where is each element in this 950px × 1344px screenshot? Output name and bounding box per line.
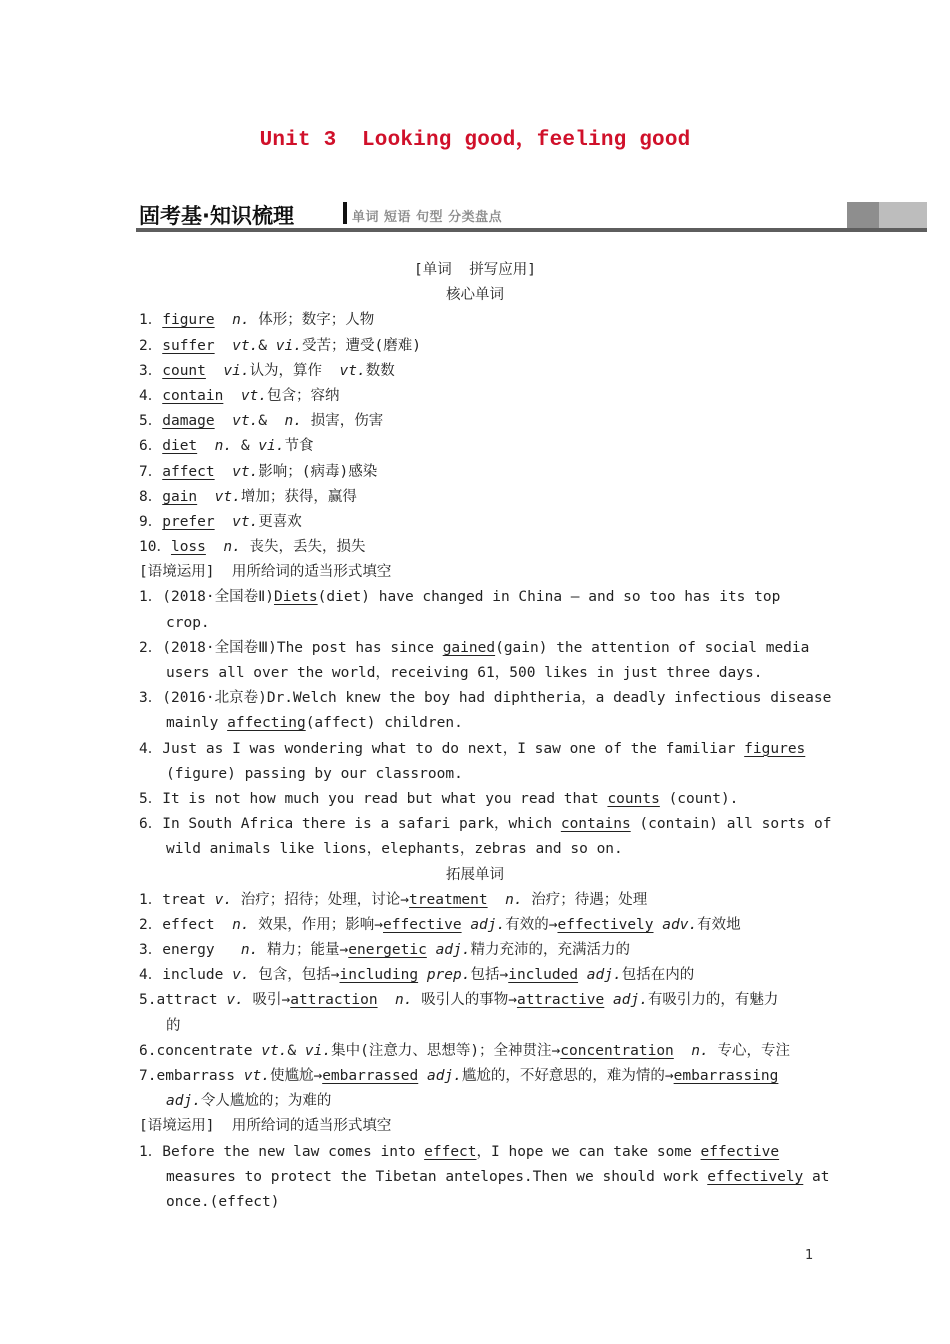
text-run: 精力；能量→ xyxy=(258,942,349,959)
part-of-speech: vt. xyxy=(214,488,241,505)
text-run: 8． xyxy=(139,488,163,505)
part-of-speech: adj. xyxy=(166,1093,201,1110)
text-run xyxy=(215,464,232,480)
text-run: 6.concentrate xyxy=(139,1042,262,1059)
text-run: & xyxy=(258,413,285,430)
text-line xyxy=(139,988,819,1013)
text-run: 使尴尬→ xyxy=(269,1068,323,1084)
text-line xyxy=(139,1190,819,1215)
text-run: 吸引人的事物→ xyxy=(412,992,517,1009)
answer-word: including xyxy=(339,967,419,984)
page-title: Unit 3 Looking good，feeling good xyxy=(259,129,691,152)
text-line xyxy=(139,258,811,283)
part-of-speech: adj. xyxy=(426,1068,462,1084)
text-run: 包含，包括→ xyxy=(249,967,340,984)
text-line xyxy=(139,1140,819,1165)
answer-word: affecting xyxy=(227,715,306,732)
text-run: at xyxy=(803,1168,830,1185)
text-line xyxy=(139,359,819,384)
text-run: 3． xyxy=(139,362,163,379)
text-run: [语境运用] 用所给词的适当形式填空 xyxy=(139,564,392,581)
answer-word: embarrassed xyxy=(322,1068,419,1084)
text-run xyxy=(654,917,663,933)
part-of-speech: n. xyxy=(284,413,302,430)
answer-word: Diets xyxy=(273,589,318,606)
text-line xyxy=(139,636,819,661)
text-run: (diet) have changed in China — and so too has its top xyxy=(317,589,781,606)
answer-word: embarrassing xyxy=(673,1068,779,1084)
part-of-speech: vt. xyxy=(232,413,259,430)
answer-word: attraction xyxy=(290,992,378,1009)
text-run: 有效地 xyxy=(697,916,741,933)
text-run xyxy=(206,539,223,555)
text-run: 治疗；招待；处理，讨论→ xyxy=(232,891,410,908)
answer-word: contain xyxy=(162,387,224,404)
answer-word: effectively xyxy=(707,1168,804,1185)
text-line xyxy=(139,1014,819,1039)
text-run: 包括在内的 xyxy=(621,967,695,984)
text-line xyxy=(139,560,819,585)
part-of-speech: n. xyxy=(505,891,523,908)
text-run: 9． xyxy=(139,513,163,530)
answer-word: contains xyxy=(560,816,631,833)
text-run: (figure) passing by our classroom. xyxy=(166,765,463,782)
text-run: 包括→ xyxy=(470,967,509,984)
text-line xyxy=(139,1114,819,1139)
text-run: 有效的→ xyxy=(505,916,558,933)
text-run: 3．energy xyxy=(139,942,241,959)
answer-word: effective xyxy=(700,1143,780,1160)
text-line xyxy=(139,1064,819,1089)
text-run: wild animals like lions，elephants，zebras and so on. xyxy=(166,841,623,858)
text-line xyxy=(139,963,819,988)
part-of-speech: vi. xyxy=(258,438,285,455)
answer-word: prefer xyxy=(162,513,215,530)
answer-word: effectively xyxy=(557,916,654,933)
text-run: & xyxy=(232,438,259,455)
text-run: 5．It is not how much you read but what you read that xyxy=(139,790,608,807)
part-of-speech: vi. xyxy=(275,337,302,354)
text-run xyxy=(418,1068,427,1084)
answer-word: attractive xyxy=(516,992,605,1009)
part-of-speech: vt. xyxy=(232,337,259,354)
part-of-speech: adj. xyxy=(470,916,506,933)
text-run: users all over the world，receiving 61，500 likes in just three days. xyxy=(166,665,763,681)
part-of-speech: prep. xyxy=(426,967,471,984)
part-of-speech: vt. xyxy=(243,1068,270,1084)
text-line xyxy=(139,888,819,913)
text-line xyxy=(139,737,819,762)
text-run: 1．(2018·全国卷Ⅱ) xyxy=(139,589,274,606)
text-run: 6．In South Africa there is a safari park，which xyxy=(139,816,561,833)
part-of-speech: vi. xyxy=(223,362,250,379)
text-line xyxy=(139,535,819,560)
answer-word: count xyxy=(162,362,206,379)
answer-word: treatment xyxy=(409,891,488,908)
text-line xyxy=(139,686,832,711)
text-run: 7.embarrass xyxy=(139,1068,244,1084)
text-run: measures to protect the Tibetan antelopes.Then we should work xyxy=(166,1168,708,1185)
answer-word: counts xyxy=(607,790,660,807)
answer-word: damage xyxy=(162,413,215,430)
text-run: 10． xyxy=(139,539,171,556)
text-line xyxy=(139,485,819,510)
text-run xyxy=(215,312,232,328)
answer-word: affect xyxy=(162,463,215,480)
text-line xyxy=(139,283,811,308)
part-of-speech: vt. xyxy=(339,362,366,379)
text-line xyxy=(139,510,819,535)
text-run: (gain) the attention of social media xyxy=(495,639,810,656)
part-of-speech: n. xyxy=(232,916,250,933)
answer-word: diet xyxy=(162,438,198,455)
text-run: 体形；数字；人物 xyxy=(249,312,375,329)
text-line xyxy=(139,938,819,963)
answer-word: energetic xyxy=(348,942,427,959)
text-run xyxy=(427,942,436,958)
section-subtitle: 单词 短语 句型 分类盘点 xyxy=(352,210,503,225)
text-run: 受苦；遭受(磨难) xyxy=(301,337,421,354)
text-run xyxy=(197,489,214,505)
part-of-speech: v. xyxy=(214,891,233,908)
text-line xyxy=(139,711,819,736)
part-of-speech: n. xyxy=(214,438,233,455)
text-run: 节食 xyxy=(284,438,314,455)
text-run: 核心单词 xyxy=(446,287,504,304)
banner-block-dark xyxy=(847,202,879,228)
worksheet-body xyxy=(139,258,832,1215)
part-of-speech: vi. xyxy=(304,1042,332,1059)
text-run: 集中(注意力、思想等)；全神贯注→ xyxy=(331,1042,561,1059)
text-run xyxy=(223,388,240,404)
part-of-speech: v. xyxy=(226,992,244,1009)
text-run xyxy=(418,967,427,983)
text-run: 损害，伤害 xyxy=(301,413,384,430)
part-of-speech: adv. xyxy=(662,916,698,933)
text-run: 精力充沛的，充满活力的 xyxy=(470,942,630,959)
text-line xyxy=(139,409,819,434)
banner-block-light xyxy=(879,202,927,228)
text-line xyxy=(139,812,832,837)
text-run: 3．(2016·北京卷)Dr.Welch knew the boy had diphtheria，a deadly infectious disease xyxy=(139,690,832,707)
text-line xyxy=(139,863,811,888)
text-run xyxy=(488,892,505,908)
text-line xyxy=(139,308,819,333)
text-run: 1．Before the new law comes into xyxy=(139,1143,425,1160)
answer-word: effective xyxy=(383,916,462,933)
text-run xyxy=(215,514,232,530)
text-run xyxy=(197,438,214,454)
text-run: 包含；容纳 xyxy=(267,387,340,404)
part-of-speech: adj. xyxy=(435,942,471,959)
text-line xyxy=(139,1089,819,1114)
text-line xyxy=(139,787,819,812)
part-of-speech: vt. xyxy=(232,513,259,530)
text-run xyxy=(215,338,232,354)
heading-divider xyxy=(343,202,347,224)
text-run: 1． xyxy=(139,312,163,329)
text-run: 专心，专注 xyxy=(708,1042,790,1059)
text-run: (contain) all sorts of xyxy=(630,816,832,833)
text-run: 丧失，丢失，损失 xyxy=(240,539,366,556)
text-run: 1．treat xyxy=(139,891,215,908)
text-run: (count). xyxy=(659,790,739,807)
text-line xyxy=(139,434,819,459)
text-run: ，I hope we can take some xyxy=(476,1143,701,1160)
text-run xyxy=(378,992,395,1008)
text-run: 2．effect xyxy=(139,916,233,933)
answer-word: figures xyxy=(744,740,806,757)
part-of-speech: n. xyxy=(691,1042,709,1059)
answer-word: gain xyxy=(162,488,198,505)
text-run: 数数 xyxy=(365,362,395,379)
part-of-speech: adj. xyxy=(613,992,648,1009)
text-run: 有吸引力的，有魅力 xyxy=(647,992,779,1009)
text-run: 4．include xyxy=(139,967,233,984)
part-of-speech: n. xyxy=(232,312,250,329)
part-of-speech: n. xyxy=(395,992,413,1009)
text-run: 的 xyxy=(166,1017,181,1034)
text-run xyxy=(578,967,587,983)
text-run: 影响；(病毒)感染 xyxy=(258,463,378,480)
text-run xyxy=(215,413,232,429)
part-of-speech: vt. xyxy=(261,1042,288,1059)
text-run: [单词 拼写应用] xyxy=(414,262,536,278)
text-run: 7． xyxy=(139,463,163,480)
text-run: crop. xyxy=(166,614,210,631)
text-run: (affect) children. xyxy=(305,715,463,732)
text-line xyxy=(139,837,819,862)
text-run: 效果，作用；影响→ xyxy=(249,916,384,933)
answer-word: included xyxy=(508,967,579,984)
text-run xyxy=(604,992,613,1008)
text-run: 2． xyxy=(139,337,163,354)
text-run: 更喜欢 xyxy=(258,513,302,530)
text-run xyxy=(674,1043,691,1059)
text-run: [语境运用] 用所给词的适当形式填空 xyxy=(139,1118,392,1135)
part-of-speech: vt. xyxy=(240,387,268,404)
text-run: 认为，算作 xyxy=(249,362,340,379)
answer-word: concentration xyxy=(560,1042,674,1059)
text-run: 5． xyxy=(139,413,163,430)
text-line xyxy=(139,384,819,409)
text-run: & xyxy=(258,337,276,354)
text-run: 6． xyxy=(139,438,163,455)
text-line xyxy=(139,661,819,686)
text-line xyxy=(139,913,819,938)
part-of-speech: adj. xyxy=(586,967,622,984)
answer-word: suffer xyxy=(162,337,215,354)
text-run: 增加；获得，赢得 xyxy=(240,488,357,505)
text-run: & xyxy=(287,1042,305,1059)
text-line xyxy=(139,460,819,485)
banner-rule xyxy=(136,228,927,232)
text-run: once.(effect) xyxy=(166,1193,280,1210)
part-of-speech: v. xyxy=(232,967,250,984)
text-run: 5.attract xyxy=(139,992,227,1009)
text-run xyxy=(206,363,223,379)
text-run: 2．(2018·全国卷Ⅲ)The post has since xyxy=(139,639,443,656)
text-run: 4． xyxy=(139,387,163,404)
part-of-speech: n. xyxy=(240,942,259,959)
section-heading: 固考基·知识梳理 xyxy=(139,204,294,228)
section-banner xyxy=(136,198,927,234)
text-run: 拓展单词 xyxy=(446,866,504,883)
text-run: 令人尴尬的；为难的 xyxy=(200,1093,332,1110)
part-of-speech: vt. xyxy=(232,463,259,480)
text-line xyxy=(139,762,819,787)
answer-word: effect xyxy=(424,1143,477,1160)
text-line xyxy=(139,611,819,636)
text-run: 吸引→ xyxy=(243,992,291,1009)
answer-word: gained xyxy=(442,639,496,656)
text-line xyxy=(139,334,819,359)
text-run: 治疗；待遇；处理 xyxy=(522,891,648,908)
text-run: mainly xyxy=(166,715,228,732)
text-run: 尴尬的，不好意思的，难为情的→ xyxy=(461,1068,674,1084)
page-number: 1 xyxy=(805,1248,814,1263)
answer-word: loss xyxy=(170,539,206,556)
part-of-speech: n. xyxy=(223,539,241,556)
text-line xyxy=(139,1039,819,1064)
text-line xyxy=(139,585,819,610)
text-line xyxy=(139,1165,830,1190)
answer-word: figure xyxy=(162,312,215,329)
text-run: 4．Just as I was wondering what to do next，I saw one of the familiar xyxy=(139,740,745,757)
